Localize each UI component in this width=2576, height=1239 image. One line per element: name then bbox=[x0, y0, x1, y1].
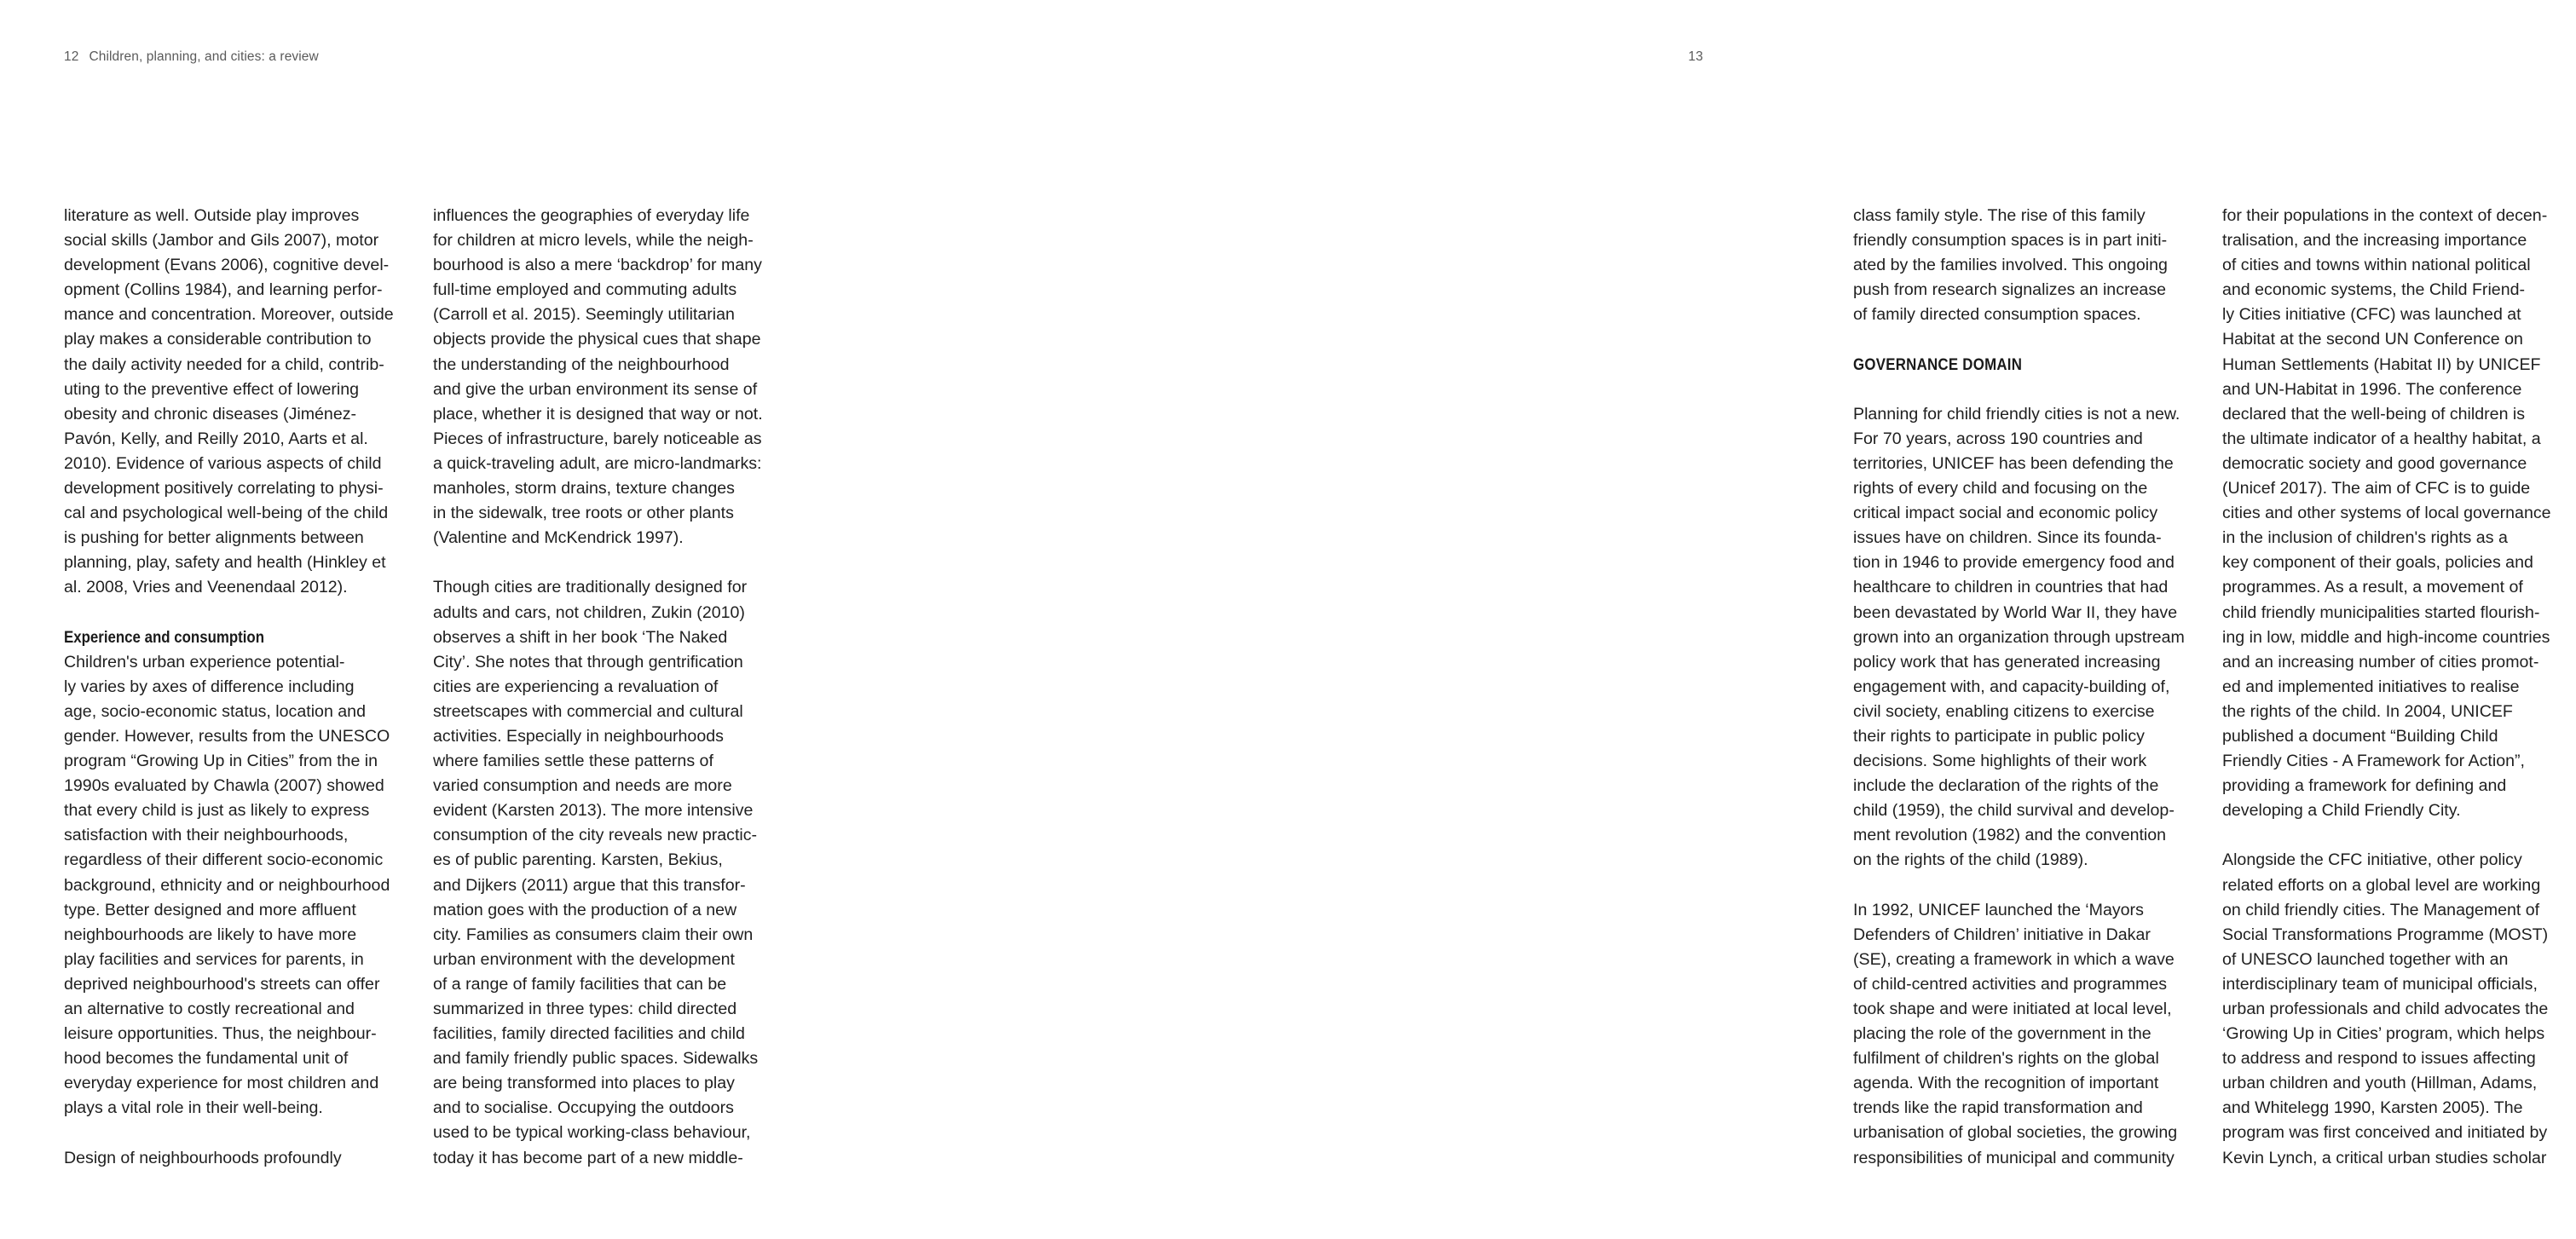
text-line: play facilities and services for parents, in bbox=[64, 949, 364, 969]
paragraph-break bbox=[1853, 327, 2207, 352]
text-line: today it has become part of a new middle- bbox=[433, 1148, 743, 1167]
text-line: varied consumption and needs are more bbox=[433, 776, 732, 796]
text-line: related efforts on a global level are working bbox=[2222, 875, 2541, 895]
text-line: leisure opportunities. Thus, the neighbour- bbox=[64, 1024, 377, 1044]
text-line: of UNESCO launched together with an bbox=[2222, 949, 2509, 969]
text-line: evident (Karsten 2013). The more intensive bbox=[433, 801, 754, 821]
text-line: urban children and youth (Hillman, Adams, bbox=[2222, 1074, 2538, 1093]
text-line: used to be typical working-class behaviour, bbox=[433, 1123, 751, 1143]
text-line: and Dijkers (2011) argue that this transfor- bbox=[433, 875, 746, 895]
text-line: Alongside the CFC initiative, other policy bbox=[2222, 850, 2522, 870]
text-line: (Valentine and McKendrick 1997). bbox=[433, 528, 684, 548]
text-line: and give the urban environment its sense of bbox=[433, 379, 758, 399]
text-line: regardless of their different socio-economic bbox=[64, 850, 384, 870]
text-line: key component of their goals, policies and bbox=[2222, 553, 2533, 573]
text-line: urbanisation of global societies, the growing bbox=[1853, 1123, 2178, 1143]
text-line: published a document “Building Child bbox=[2222, 726, 2498, 746]
text-line: urban environment with the development bbox=[433, 949, 735, 969]
text-line: 1990s evaluated by Chawla (2007) showed bbox=[64, 776, 384, 796]
text-line: the understanding of the neighbourhood bbox=[433, 354, 730, 374]
text-line: and an increasing number of cities promot- bbox=[2222, 652, 2539, 671]
text-line: everyday experience for most children and bbox=[64, 1074, 379, 1093]
paragraph-break bbox=[64, 1121, 418, 1145]
paragraph-break bbox=[2222, 823, 2576, 848]
text-line: are being transformed into places to play bbox=[433, 1074, 735, 1093]
text-line: and economic systems, the Child Friend- bbox=[2222, 280, 2526, 300]
text-line: issues have on children. Since its founda- bbox=[1853, 528, 2162, 548]
left-page bbox=[0, 0, 873, 1239]
section-heading: Experience and consumption bbox=[64, 627, 265, 647]
text-line: play makes a considerable contribution to bbox=[64, 330, 372, 349]
text-line: on child friendly cities. The Management of bbox=[2222, 900, 2540, 919]
text-line: (SE), creating a framework in which a wave bbox=[1853, 949, 2175, 969]
text-line: tion in 1946 to provide emergency food and bbox=[1853, 553, 2175, 573]
text-line: adults and cars, not children, Zukin (2010) bbox=[433, 602, 745, 622]
text-line: uting to the preventive effect of lowering bbox=[64, 379, 360, 399]
text-line: Friendly Cities - A Framework for Action”, bbox=[2222, 752, 2525, 771]
text-line: satisfaction with their neighbourhoods, bbox=[64, 826, 349, 845]
text-line: cal and psychological well-being of the child bbox=[64, 504, 389, 523]
text-line: facilities, family directed facilities and child bbox=[433, 1024, 745, 1044]
text-line: and Whitelegg 1990, Karsten 2005). The bbox=[2222, 1098, 2523, 1118]
text-line: that every child is just as likely to express bbox=[64, 801, 370, 821]
paragraph-break bbox=[433, 550, 787, 575]
text-line: policy work that has generated increasing bbox=[1853, 652, 2161, 671]
text-line: cities are experiencing a revaluation of bbox=[433, 677, 719, 696]
text-line: hood becomes the fundamental unit of bbox=[64, 1049, 349, 1069]
text-line: is pushing for better alignments between bbox=[64, 528, 364, 548]
text-line: declared that the well-being of children is bbox=[2222, 404, 2526, 424]
text-line: city. Families as consumers claim their own bbox=[433, 925, 754, 944]
text-line: ‘Growing Up in Cities’ program, which helps bbox=[2222, 1024, 2545, 1044]
text-line: programmes. As a result, a movement of bbox=[2222, 578, 2523, 597]
text-column-4 bbox=[2222, 204, 2576, 1171]
text-line: grown into an organization through upstream bbox=[1853, 627, 2185, 647]
text-line: ed and implemented initiatives to realise bbox=[2222, 677, 2520, 696]
text-line: ated by the families involved. This ongoing bbox=[1853, 256, 2168, 275]
text-line: ing in low, middle and high-income countries bbox=[2222, 627, 2550, 647]
text-line: fulfilment of children's rights on the global bbox=[1853, 1049, 2159, 1069]
text-line: push from research signalizes an increase bbox=[1853, 280, 2167, 300]
text-line: developing a Child Friendly City. bbox=[2222, 801, 2461, 821]
text-line: friendly consumption spaces is in part initi- bbox=[1853, 231, 2168, 251]
text-line: placing the role of the government in the bbox=[1853, 1024, 2151, 1044]
text-line: plays a vital role in their well-being. bbox=[64, 1098, 323, 1118]
text-line: activities. Especially in neighbourhoods bbox=[433, 726, 724, 746]
text-line: agenda. With the recognition of important bbox=[1853, 1074, 2159, 1093]
text-line: Habitat at the second UN Conference on bbox=[2222, 330, 2523, 349]
text-line: ly Cities initiative (CFC) was launched at bbox=[2222, 305, 2521, 325]
text-line: responsibilities of municipal and community bbox=[1853, 1148, 2175, 1167]
text-line: and family friendly public spaces. Sidewalks bbox=[433, 1049, 759, 1069]
text-line: trends like the rapid transformation and bbox=[1853, 1098, 2143, 1118]
text-line: social skills (Jambor and Gils 2007), motor bbox=[64, 231, 379, 251]
text-line: took shape and were initiated at local level, bbox=[1853, 1000, 2172, 1018]
text-line: providing a framework for defining and bbox=[2222, 776, 2507, 796]
text-column-3 bbox=[1853, 204, 2207, 1171]
text-line: literature as well. Outside play improves bbox=[64, 206, 360, 225]
text-line: program “Growing Up in Cities” from the in bbox=[64, 752, 378, 771]
text-line: For 70 years, across 190 countries and bbox=[1853, 429, 2143, 448]
text-line: and UN-Habitat in 1996. The conference bbox=[2222, 379, 2522, 399]
page-number-left: 12 bbox=[64, 49, 79, 64]
text-line: deprived neighbourhood's streets can offer bbox=[64, 974, 380, 994]
text-line: child (1959), the child survival and develop- bbox=[1853, 801, 2175, 821]
paragraph-break bbox=[1853, 873, 2207, 898]
text-line: class family style. The rise of this family bbox=[1853, 206, 2146, 225]
text-line: development positively correlating to physi- bbox=[64, 479, 384, 498]
text-column-1 bbox=[64, 204, 418, 1171]
running-head-right bbox=[1689, 49, 1703, 65]
text-line: 2010). Evidence of various aspects of child bbox=[64, 453, 382, 473]
text-line: program was first conceived and initiated by bbox=[2222, 1123, 2548, 1143]
running-title: Children, planning, and cities: a review bbox=[89, 49, 319, 64]
text-line: Social Transformations Programme (MOST) bbox=[2222, 925, 2549, 944]
text-line: observes a shift in her book ‘The Naked bbox=[433, 627, 728, 647]
text-line: civil society, enabling citizens to exercise bbox=[1853, 701, 2155, 721]
right-page bbox=[873, 0, 2551, 1239]
text-line: Children's urban experience potential- bbox=[64, 652, 345, 671]
text-line: gender. However, results from the UNESCO bbox=[64, 726, 390, 746]
text-line: age, socio-economic status, location and bbox=[64, 701, 366, 721]
text-line: type. Better designed and more affluent bbox=[64, 900, 356, 919]
text-line: for children at micro levels, while the neigh- bbox=[433, 231, 754, 251]
text-line: streetscapes with commercial and cultural bbox=[433, 701, 743, 721]
text-line: influences the geographies of everyday life bbox=[433, 206, 750, 225]
text-line: the daily activity needed for a child, contrib- bbox=[64, 354, 384, 374]
text-line: mance and concentration. Moreover, outside bbox=[64, 305, 394, 325]
page-number-right: 13 bbox=[1688, 49, 1703, 64]
text-line: objects provide the physical cues that shape bbox=[433, 330, 761, 349]
text-line: in the inclusion of children's rights as a bbox=[2222, 528, 2508, 548]
text-line: development (Evans 2006), cognitive devel- bbox=[64, 256, 390, 275]
text-line: rights of every child and focusing on the bbox=[1853, 479, 2148, 498]
paragraph-break bbox=[1853, 377, 2207, 402]
text-line: to address and respond to issues affecting bbox=[2222, 1049, 2536, 1069]
text-line: (Carroll et al. 2015). Seemingly utilitarian bbox=[433, 305, 735, 325]
text-line: neighbourhoods are likely to have more bbox=[64, 925, 357, 944]
text-line: Human Settlements (Habitat II) by UNICEF bbox=[2222, 354, 2541, 374]
text-line: healthcare to children in countries that had bbox=[1853, 578, 2169, 597]
text-column-2 bbox=[433, 204, 787, 1171]
text-line: background, ethnicity and or neighbourhood bbox=[64, 875, 390, 895]
text-line: bourhood is also a mere ‘backdrop’ for many bbox=[433, 256, 762, 275]
text-line: es of public parenting. Karsten, Bekius, bbox=[433, 850, 723, 870]
text-line: interdisciplinary team of municipal officials, bbox=[2222, 974, 2538, 994]
text-line: opment (Collins 1984), and learning perfor- bbox=[64, 280, 383, 300]
text-line: consumption of the city reveals new practic- bbox=[433, 826, 758, 845]
text-line: summarized in three types: child directed bbox=[433, 1000, 737, 1018]
text-line: manholes, storm drains, texture changes bbox=[433, 479, 735, 498]
text-line: place, whether it is designed that way or not. bbox=[433, 404, 763, 424]
text-line: and to socialise. Occupying the outdoors bbox=[433, 1098, 734, 1118]
text-line: decisions. Some highlights of their work bbox=[1853, 752, 2147, 771]
text-line: Pavón, Kelly, and Reilly 2010, Aarts et al. bbox=[64, 429, 368, 448]
text-line: the rights of the child. In 2004, UNICEF bbox=[2222, 701, 2513, 721]
text-line: an alternative to costly recreational and bbox=[64, 1000, 355, 1018]
text-line: a quick-traveling adult, are micro-landmarks: bbox=[433, 453, 762, 473]
text-line: City’. She notes that through gentrification bbox=[433, 652, 743, 671]
text-line: al. 2008, Vries and Veenendaal 2012). bbox=[64, 578, 348, 597]
paragraph-break bbox=[64, 601, 418, 625]
text-line: on the rights of the child (1989). bbox=[1853, 850, 2088, 870]
text-line: planning, play, safety and health (Hinkley et bbox=[64, 553, 386, 573]
text-line: urban professionals and child advocates the bbox=[2222, 1000, 2549, 1018]
text-line: of cities and towns within national political bbox=[2222, 256, 2531, 275]
section-heading: GOVERNANCE DOMAIN bbox=[1853, 354, 2023, 374]
text-line: tralisation, and the increasing importance bbox=[2222, 231, 2527, 251]
text-line: Kevin Lynch, a critical urban studies scholar bbox=[2222, 1148, 2547, 1167]
text-line: of child-centred activities and programmes bbox=[1853, 974, 2168, 994]
text-line: cities and other systems of local governance bbox=[2222, 504, 2551, 523]
text-line: full-time employed and commuting adults bbox=[433, 280, 737, 300]
text-line: the ultimate indicator of a healthy habitat, a bbox=[2222, 429, 2541, 448]
text-line: Design of neighbourhoods profoundly bbox=[64, 1148, 342, 1167]
text-line: engagement with, and capacity-building of, bbox=[1853, 677, 2170, 696]
text-line: been devastated by World War II, they have bbox=[1853, 602, 2178, 622]
text-line: Though cities are traditionally designed for bbox=[433, 578, 748, 597]
text-line: child friendly municipalities started flourish- bbox=[2222, 602, 2540, 622]
text-line: their rights to participate in public policy bbox=[1853, 726, 2145, 746]
text-line: Defenders of Children’ initiative in Dakar bbox=[1853, 925, 2151, 944]
text-line: include the declaration of the rights of the bbox=[1853, 776, 2159, 796]
text-line: democratic society and good governance bbox=[2222, 453, 2527, 473]
text-line: for their populations in the context of decen- bbox=[2222, 206, 2548, 225]
text-line: In 1992, UNICEF launched the ‘Mayors bbox=[1853, 900, 2144, 919]
text-line: of a range of family facilities that can be bbox=[433, 974, 727, 994]
text-line: ment revolution (1982) and the convention bbox=[1853, 826, 2167, 845]
text-line: Planning for child friendly cities is not a new. bbox=[1853, 404, 2180, 424]
text-line: obesity and chronic diseases (Jiménez- bbox=[64, 404, 357, 424]
text-line: of family directed consumption spaces. bbox=[1853, 305, 2141, 325]
text-line: (Unicef 2017). The aim of CFC is to guide bbox=[2222, 479, 2531, 498]
text-line: critical impact social and economic policy bbox=[1853, 504, 2158, 523]
running-head-left bbox=[64, 49, 319, 65]
text-line: ly varies by axes of difference including bbox=[64, 677, 355, 696]
text-line: Pieces of infrastructure, barely noticeable as bbox=[433, 429, 762, 448]
text-line: where families settle these patterns of bbox=[433, 752, 713, 771]
text-line: territories, UNICEF has been defending the bbox=[1853, 453, 2174, 473]
text-line: mation goes with the production of a new bbox=[433, 900, 737, 919]
text-line: in the sidewalk, tree roots or other plants bbox=[433, 504, 734, 523]
